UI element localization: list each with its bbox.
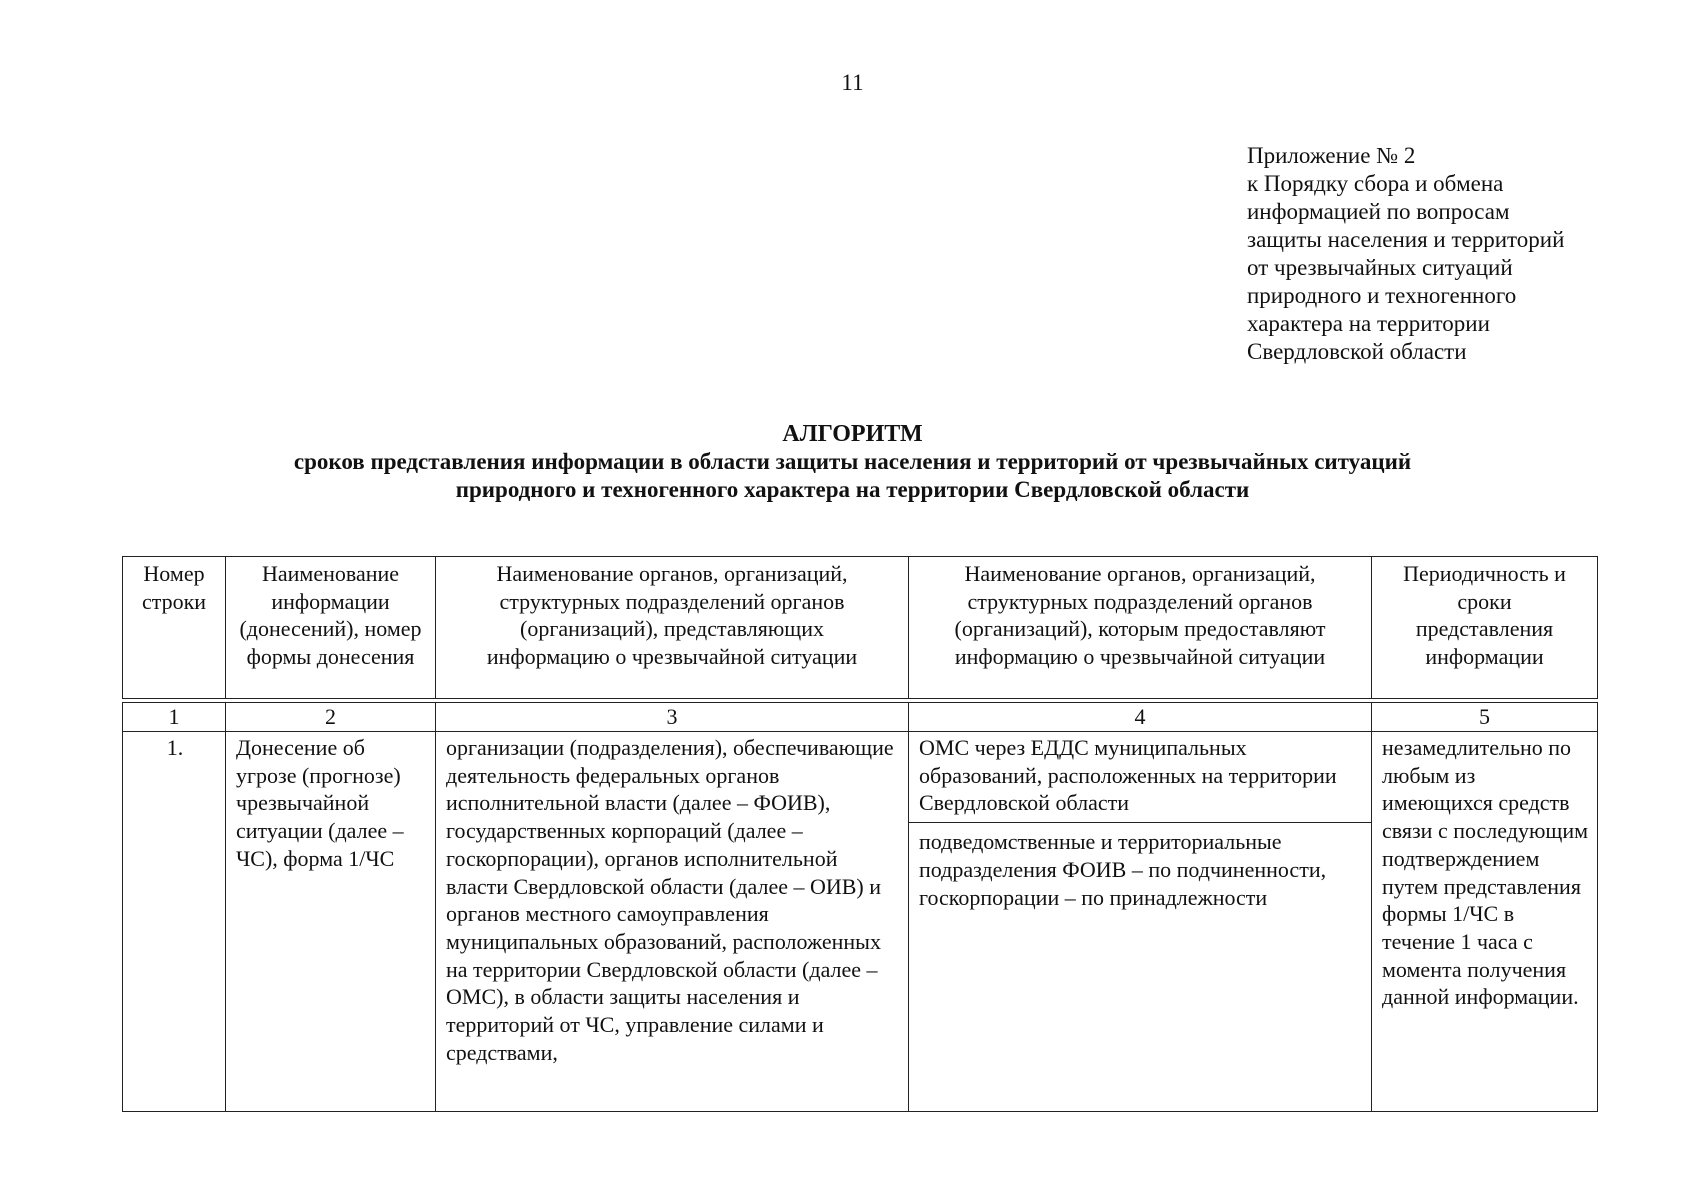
column-number: 2 [226,703,436,732]
appendix-line: информацией по вопросам [1247,199,1510,224]
table-body [122,702,1598,1112]
title-line: природного и техногенного характера на территории Свердловской области [455,477,1250,502]
info-name-cell: Донесение об угрозе (прогнозе) чрезвычайной ситуации (далее – ЧС), форма 1/ЧС [226,732,436,1112]
period-cell: незамедлительно по любым из имеющихся средств связи с последующим подтверждением путем представления формы 1/ЧС в течение 1 часа с момента получения данной информации. [1372,732,1598,1112]
table-row [123,732,1598,1112]
appendix-line: Свердловской области [1247,339,1467,364]
column-number: 3 [436,703,909,732]
column-number: 4 [909,703,1372,732]
appendix-line: природного и техногенного [1247,283,1517,308]
appendix-line: к Порядку сбора и обмена [1247,171,1504,196]
recipients-secondary: подведомственные и территориальные подразделения ФОИВ – по подчиненности, госкорпорации – по принадлежности [919,829,1327,910]
title-main: АЛГОРИТМ [782,421,923,447]
appendix-line: от чрезвычайных ситуаций [1247,255,1513,280]
header-cell-recipients: Наименование органов, организаций, структурных подразделений органов (организаций), которым предоставляют информацию о чрезвычайной ситуации [909,557,1372,699]
column-number-row [123,703,1598,732]
recipients-primary: ОМС через ЕДДС муниципальных образований, расположенных на территории Свердловской области [909,734,1371,823]
row-number-cell: 1. [123,732,226,1112]
page-number: 11 [841,70,864,95]
appendix-line: характера на территории [1247,311,1490,336]
header-cell-providers: Наименование органов, организаций, структурных подразделений органов (организаций), представляющих информацию о чрезвычайной ситуации [436,557,909,699]
providers-cell: организации (подразделения), обеспечивающие деятельность федеральных органов исполнительной власти (далее – ФОИВ), государственных корпораций (далее – госкорпорации), органов исполнительной власти Свердловской области (далее – ОИВ) и органов местного самоуправления муниципальных образований, расположенных на территории Свердловской области (далее – ОМС), в области защиты населения и территорий от ЧС, управление силами и средствами, [436,732,909,1112]
column-number: 5 [1372,703,1598,732]
column-number: 1 [123,703,226,732]
header-cell-info-name: Наименование информации (донесений), номер формы донесения [226,557,436,699]
document-title [0,420,1705,504]
table-header [122,556,1598,699]
recipients-cell [909,732,1372,1112]
title-line: сроков представления информации в области защиты населения и территорий от чрезвычайных ситуаций [293,449,1412,474]
appendix-line: Приложение № 2 [1247,143,1416,168]
appendix-note [1247,142,1667,366]
header-cell-period: Периодичность и сроки представления информации [1372,557,1598,699]
header-cell-row-number: Номер строки [123,557,226,699]
appendix-line: защиты населения и территорий [1247,227,1565,252]
